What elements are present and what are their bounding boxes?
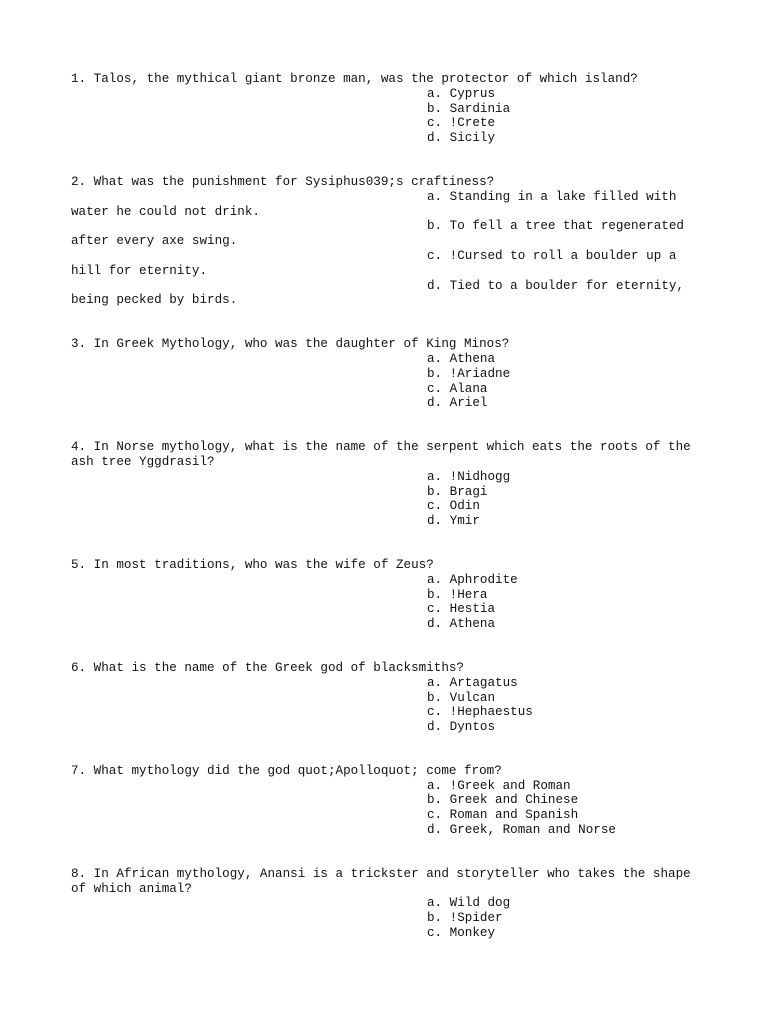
answer-option: a. Aphrodite: [427, 572, 518, 587]
answer-option: c. Hestia: [427, 602, 496, 617]
question-text: 2. What was the punishment for Sysiphus039;s craftiness?: [71, 174, 495, 189]
answer-option: d. Ariel: [427, 396, 488, 411]
answer-option: a. Standing in a lake filled with water he could not drink.: [71, 189, 684, 219]
answer-option: b. Bragi: [427, 484, 488, 499]
question-text: 1. Talos, the mythical giant bronze man, was the protector of which island?: [71, 72, 638, 86]
answer-option: c. Alana: [427, 381, 488, 396]
question-4: [71, 440, 701, 529]
answer-option: b. !Hera: [427, 587, 488, 602]
answer-option: b. Greek and Chinese: [427, 793, 579, 808]
answer-option: c. Roman and Spanish: [427, 808, 579, 823]
answer-option: b. !Ariadne: [427, 366, 511, 381]
question-8: [71, 867, 701, 941]
question-5: [71, 558, 701, 632]
answer-option: c. !Crete: [427, 116, 496, 131]
question-text: 6. What is the name of the Greek god of blacksmiths?: [71, 660, 464, 675]
question-7: [71, 764, 701, 838]
answer-option: d. Ymir: [427, 514, 480, 529]
answer-option: d. Athena: [427, 617, 496, 632]
question-6: [71, 661, 701, 735]
question-text: 3. In Greek Mythology, who was the daughter of King Minos?: [71, 337, 510, 352]
question-3: [71, 337, 701, 411]
answer-option: a. Artagatus: [427, 675, 518, 690]
answer-option: d. Dyntos: [427, 720, 496, 735]
answer-option: a. !Greek and Roman: [427, 778, 571, 793]
answer-option: c. Odin: [427, 499, 480, 514]
answer-option: c. !Hephaestus: [427, 705, 533, 720]
answer-option: d. Tied to a boulder for eternity, being pecked by birds.: [71, 278, 692, 308]
answer-option: b. Vulcan: [427, 690, 496, 705]
answer-option: a. !Nidhogg: [427, 469, 511, 484]
answer-option: d. Greek, Roman and Norse: [427, 823, 616, 838]
answer-option: d. Sicily: [427, 131, 496, 146]
question-1: [71, 72, 701, 146]
question-text: 7. What mythology did the god quot;Apolloquot; come from?: [71, 763, 502, 778]
quiz-document: [71, 72, 701, 970]
question-text: 5. In most traditions, who was the wife of Zeus?: [71, 557, 434, 572]
answer-option: b. To fell a tree that regenerated after every axe swing.: [71, 219, 692, 249]
question-text: 4. In Norse mythology, what is the name of the serpent which eats the roots of the ash tree Yggdrasil?: [71, 440, 699, 469]
answer-option: b. Sardinia: [427, 101, 511, 116]
answer-option: b. !Spider: [427, 911, 503, 926]
answer-option: a. Wild dog: [427, 896, 511, 911]
answer-option: c. Monkey: [427, 926, 496, 941]
question-text: 8. In African mythology, Anansi is a trickster and storyteller who takes the shape of which animal?: [71, 866, 699, 896]
answer-option: a. Cyprus: [427, 86, 496, 101]
question-2: [71, 175, 701, 308]
answer-option: c. !Cursed to roll a boulder up a hill for eternity.: [71, 248, 684, 278]
answer-option: a. Athena: [427, 351, 496, 366]
